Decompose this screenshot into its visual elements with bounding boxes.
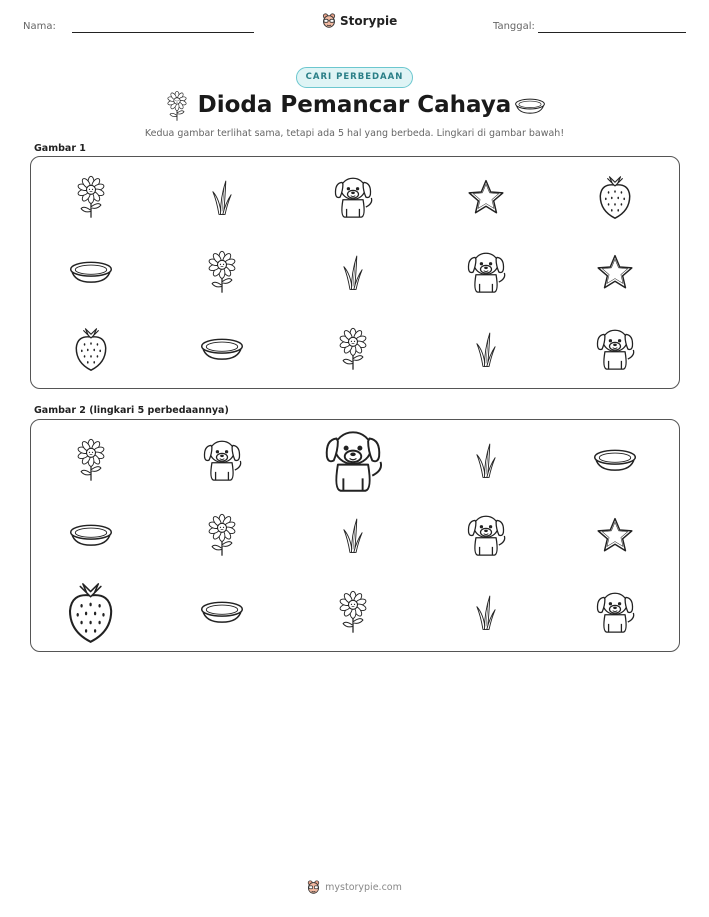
puppy-icon xyxy=(593,326,637,372)
puppy-icon xyxy=(200,437,244,483)
flower-icon xyxy=(335,326,371,372)
puppy-icon xyxy=(464,249,508,295)
picture-2-label: Gambar 2 (lingkari 5 perbedaannya) xyxy=(34,405,229,416)
strawberry-icon xyxy=(72,326,110,372)
star-icon xyxy=(595,515,635,555)
brand xyxy=(322,13,397,29)
grass-icon xyxy=(474,330,498,368)
bowl-icon xyxy=(591,447,639,473)
flower-icon xyxy=(335,589,371,635)
date-field[interactable] xyxy=(538,32,686,33)
flower-icon xyxy=(204,512,240,558)
page-title: Dioda Pemancar Cahaya xyxy=(197,92,512,118)
grass-icon xyxy=(474,593,498,631)
activity-badge: CARI PERBEDAAN xyxy=(296,67,413,88)
star-icon xyxy=(466,177,506,217)
instructions: Kedua gambar terlihat sama, tetapi ada 5 hal yang berbeda. Lingkari di gambar bawah! xyxy=(144,128,565,139)
strawberry-icon xyxy=(64,580,117,644)
puppy-icon xyxy=(320,426,386,495)
picture-1-label: Gambar 1 xyxy=(34,143,86,154)
name-label: Nama: xyxy=(23,21,56,32)
puppy-icon xyxy=(593,589,637,635)
puppy-icon xyxy=(464,512,508,558)
bowl-icon xyxy=(67,522,115,548)
bowl-icon xyxy=(513,96,547,116)
brand-name: Storypie xyxy=(340,14,398,28)
flower-icon xyxy=(204,249,240,295)
grass-icon xyxy=(474,441,498,479)
strawberry-icon xyxy=(596,174,634,220)
bowl-icon xyxy=(198,336,246,362)
date-label: Tanggal: xyxy=(493,21,535,32)
star-icon xyxy=(595,252,635,292)
storypie-logo-icon xyxy=(322,13,336,29)
name-field[interactable] xyxy=(72,32,254,33)
flower-icon xyxy=(73,174,109,220)
picture-2-panel xyxy=(30,419,680,652)
picture-1-panel xyxy=(30,156,680,389)
bowl-icon xyxy=(198,599,246,625)
bowl-icon xyxy=(67,259,115,285)
grass-icon xyxy=(210,178,234,216)
grass-icon xyxy=(341,253,365,291)
flower-icon xyxy=(73,437,109,483)
footer-url: mystorypie.com xyxy=(325,882,402,893)
puppy-icon xyxy=(331,174,375,220)
grass-icon xyxy=(341,516,365,554)
storypie-logo-icon xyxy=(307,880,320,895)
footer xyxy=(0,880,709,895)
